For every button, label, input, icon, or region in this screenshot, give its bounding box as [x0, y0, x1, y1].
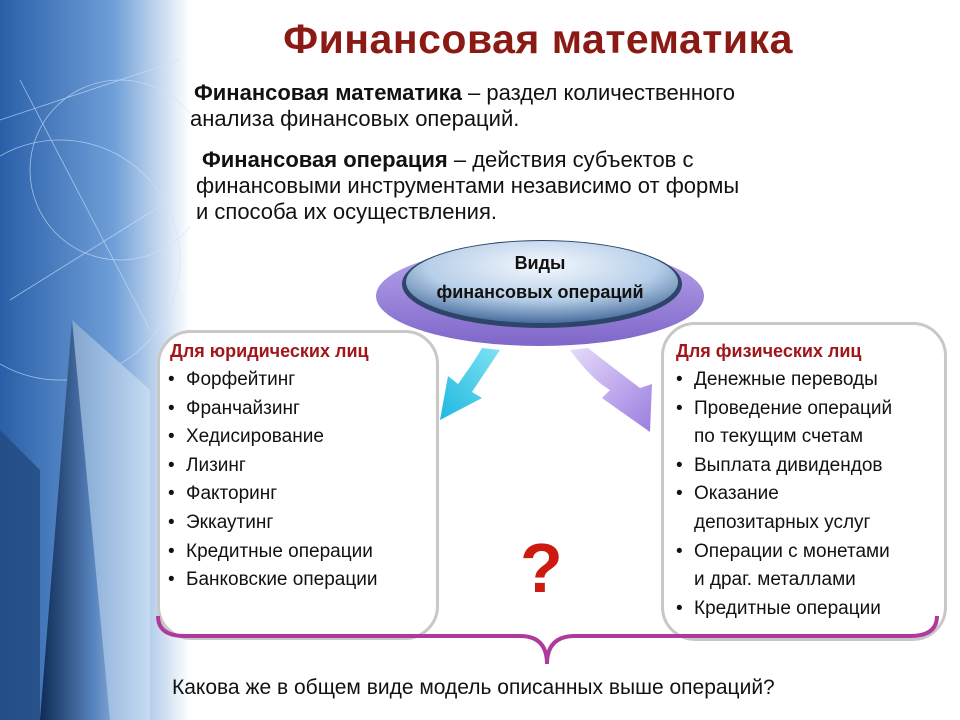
right-arrow-icon: [570, 348, 652, 432]
list-item-continuation: по текущим счетам: [694, 426, 864, 448]
legal-entities-list: [164, 366, 444, 595]
curly-brace: [155, 614, 945, 674]
individuals-heading: Для физических лиц: [676, 341, 862, 361]
types-label: Виды финансовых операций: [436, 253, 644, 302]
bottom-question: Какова же в общем виде модель описанных выше операций?: [172, 676, 775, 699]
definition-text-line: анализа финансовых операций.: [190, 106, 520, 131]
question-mark: ?: [520, 529, 563, 607]
list-item: • Оказание: [672, 480, 960, 509]
list-item: • Факторинг: [164, 480, 444, 509]
list-item: • Банковские операции: [164, 566, 444, 595]
legal-entities-heading: Для юридических лиц: [170, 341, 369, 361]
list-item: • Денежные переводы: [672, 366, 960, 395]
definition-financial-math: Финансовая математика – раздел количественного анализа финансовых операций.: [190, 80, 736, 131]
list-item-continuation: и драг. металлами: [694, 569, 856, 591]
definition-financial-operation: Финансовая операция – действия субъектов с финансовыми инструментами независимо от формы и способа их осуществления.: [196, 147, 896, 225]
definition-text-line: финансовыми инструментами независимо от формы: [196, 173, 740, 198]
list-item: • Кредитные операции: [672, 595, 960, 624]
term-financial-math: Финансовая математика: [194, 80, 462, 105]
list-item: • Форфейтинг: [164, 366, 444, 395]
list-item: • Кредитные операции: [164, 538, 444, 567]
list-item: • Хедисирование: [164, 423, 444, 452]
list-item: • Эккаутинг: [164, 509, 444, 538]
list-item: • Проведение операций: [672, 395, 960, 424]
list-item: • Лизинг: [164, 452, 444, 481]
branch-arrows: [420, 340, 670, 450]
definition-text-line: и способа их осуществления.: [196, 199, 497, 224]
left-arrow-icon: [440, 348, 500, 420]
list-item: • Операции с монетами: [672, 538, 960, 567]
page-title: Финансовая математика: [283, 16, 793, 62]
list-item-continuation: депозитарных услуг: [694, 511, 871, 533]
list-item: • Выплата дивидендов: [672, 452, 960, 481]
list-item: • Франчайзинг: [164, 395, 444, 424]
individuals-list: [672, 366, 960, 623]
term-financial-operation: Финансовая операция: [202, 147, 448, 172]
